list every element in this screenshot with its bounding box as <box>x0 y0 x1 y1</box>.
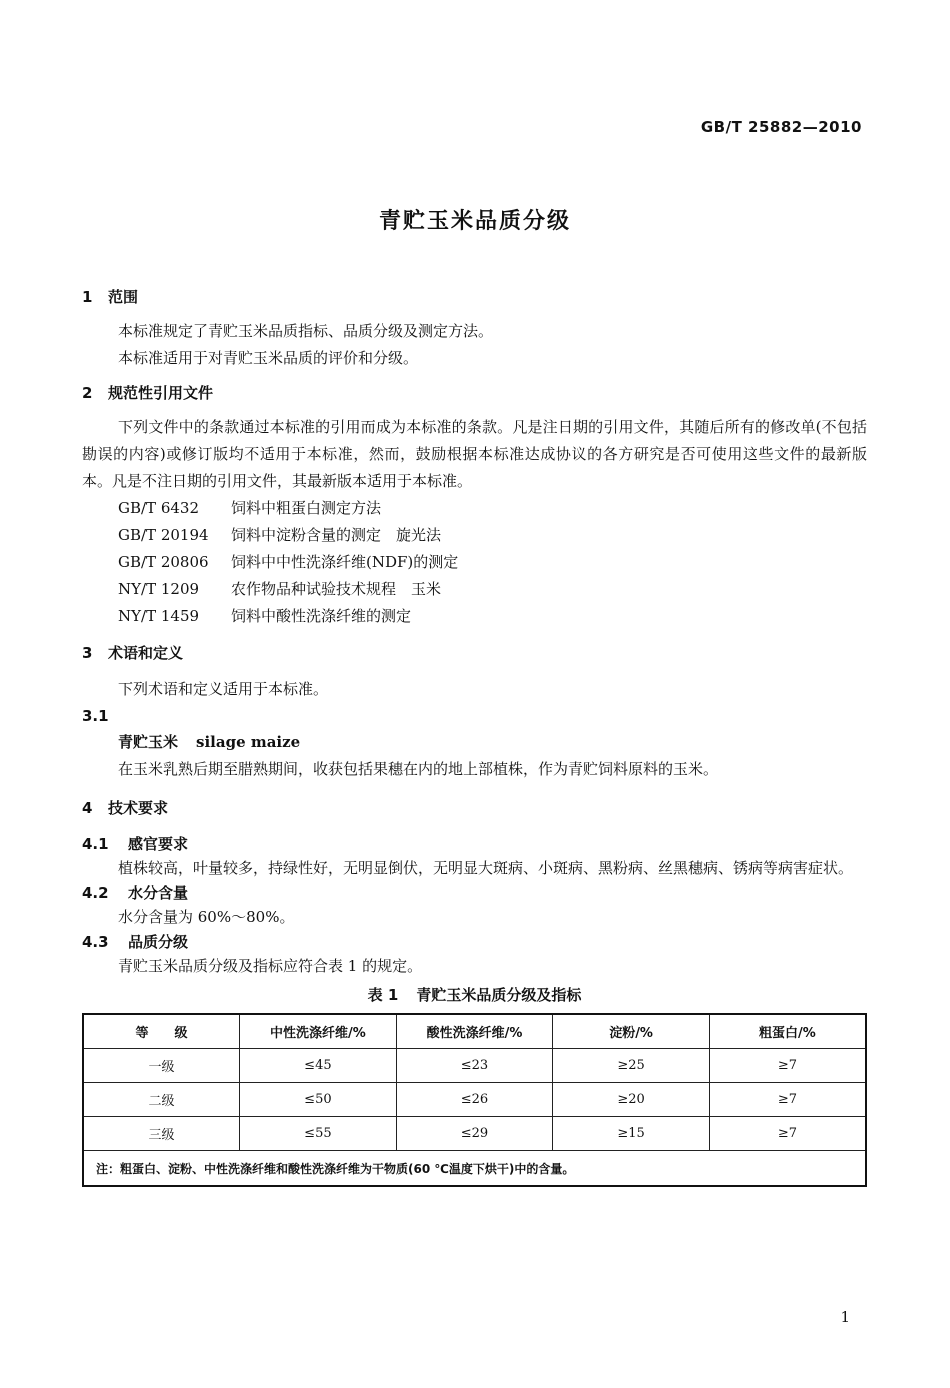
section-title: 术语和定义 <box>108 644 184 662</box>
table-header-cell: 粗蛋白/% <box>709 1014 866 1049</box>
reference-title: 饲料中淀粉含量的测定 旋光法 <box>231 526 442 544</box>
reference-title: 饲料中中性洗涤纤维(NDF)的测定 <box>231 553 459 571</box>
table-cell: ≤29 <box>396 1117 553 1151</box>
table-header-cell: 淀粉/% <box>553 1014 710 1049</box>
subsection-4-1-heading <box>82 833 867 855</box>
section-2-heading <box>82 382 867 404</box>
table-cell: ≥7 <box>709 1083 866 1117</box>
subsection-number: 4.1 <box>82 835 109 853</box>
table-row <box>83 1083 866 1117</box>
reference-item <box>82 576 867 603</box>
term-chinese: 青贮玉米 <box>118 733 179 751</box>
paragraph: 下列术语和定义适用于本标准。 <box>118 680 329 698</box>
paragraph: 水分含量为 60%～80%。 <box>118 908 295 926</box>
section-4-heading <box>82 797 867 819</box>
subsection-title: 感官要求 <box>128 835 189 853</box>
table-cell: ≥7 <box>709 1049 866 1083</box>
reference-item <box>82 549 867 576</box>
table-cell: ≤23 <box>396 1049 553 1083</box>
subsection-title: 品质分级 <box>128 933 189 951</box>
table-caption-title: 青贮玉米品质分级及指标 <box>416 986 582 1004</box>
table-cell: ≥15 <box>553 1117 710 1151</box>
table-header-cell: 中性洗涤纤维/% <box>240 1014 397 1049</box>
table-header-row <box>83 1014 866 1049</box>
subsection-title: 水分含量 <box>128 884 189 902</box>
section-title: 范围 <box>108 288 139 306</box>
subsection-number: 4.2 <box>82 884 109 902</box>
reference-code: NY/T 1459 <box>118 607 200 625</box>
term-entry <box>82 729 867 756</box>
table-cell: 三级 <box>83 1117 240 1151</box>
reference-code: NY/T 1209 <box>118 580 200 598</box>
section-number: 4 <box>82 799 93 817</box>
section-title: 规范性引用文件 <box>108 384 214 402</box>
section-3-heading <box>82 642 867 664</box>
subsection-4-2-heading <box>82 882 867 904</box>
section-1-heading <box>82 286 867 308</box>
reference-code: GB/T 20194 <box>118 526 209 544</box>
page-number: 1 <box>840 1308 850 1326</box>
reference-title: 饲料中酸性洗涤纤维的测定 <box>231 607 412 625</box>
document-body <box>82 286 867 1187</box>
subsection-number: 4.3 <box>82 933 109 951</box>
reference-title: 饲料中粗蛋白测定方法 <box>231 499 382 517</box>
paragraph: 青贮玉米品质分级及指标应符合表 1 的规定。 <box>118 957 423 975</box>
subsection-number: 3.1 <box>82 707 109 725</box>
section-number: 1 <box>82 288 93 306</box>
table-cell: ≤55 <box>240 1117 397 1151</box>
table-row <box>83 1049 866 1083</box>
table-note-row <box>83 1151 866 1187</box>
paragraph: 下列文件中的条款通过本标准的引用而成为本标准的条款。凡是注日期的引用文件，其随后所有的修改单(不包括勘误的内容)或修订版均不适用于本标准，然而，鼓励根据本标准达成协议的各方研究是否可使用这些文件的最新版本。凡是不注日期的引用文件，其最新版本适用于本标准。 <box>82 418 867 490</box>
paragraph: 植株较高，叶量较多，持绿性好，无明显倒伏，无明显大斑病、小斑病、黑粉病、丝黑穗病、锈病等病害症状。 <box>118 859 854 877</box>
table-cell: ≥20 <box>553 1083 710 1117</box>
document-title: 青贮玉米品质分级 <box>378 209 571 234</box>
table-header-cell: 酸性洗涤纤维/% <box>396 1014 553 1049</box>
table-cell: ≤50 <box>240 1083 397 1117</box>
table-caption-number: 表 1 <box>367 986 399 1004</box>
reference-code: GB/T 6432 <box>118 499 200 517</box>
standard-number: GB/T 25882—2010 <box>700 118 862 136</box>
reference-item <box>82 495 867 522</box>
quality-grade-table <box>82 1013 867 1187</box>
subsection-4-3-heading <box>82 931 867 953</box>
table-cell: ≤45 <box>240 1049 397 1083</box>
table-note: 注：粗蛋白、淀粉、中性洗涤纤维和酸性洗涤纤维为干物质(60 ℃温度下烘干)中的含量。 <box>83 1151 866 1187</box>
table-cell: ≥25 <box>553 1049 710 1083</box>
table-row <box>83 1117 866 1151</box>
reference-item <box>82 603 867 630</box>
paragraph: 本标准适用于对青贮玉米品质的评价和分级。 <box>118 349 419 367</box>
paragraph: 本标准规定了青贮玉米品质指标、品质分级及测定方法。 <box>118 322 494 340</box>
table-cell: 一级 <box>83 1049 240 1083</box>
table-cell: 二级 <box>83 1083 240 1117</box>
reference-item <box>82 522 867 549</box>
section-title: 技术要求 <box>108 799 169 817</box>
table-header-cell: 等 级 <box>83 1014 240 1049</box>
reference-title: 农作物品种试验技术规程 玉米 <box>231 580 442 598</box>
section-number: 3 <box>82 644 93 662</box>
section-number: 2 <box>82 384 93 402</box>
table-caption <box>82 984 867 1005</box>
reference-code: GB/T 20806 <box>118 553 209 571</box>
term-english: silage maize <box>196 733 301 751</box>
table-cell: ≤26 <box>396 1083 553 1117</box>
term-definition: 在玉米乳熟后期至腊熟期间，收获包括果穗在内的地上部植株，作为青贮饲料原料的玉米。 <box>118 760 719 778</box>
table-cell: ≥7 <box>709 1117 866 1151</box>
